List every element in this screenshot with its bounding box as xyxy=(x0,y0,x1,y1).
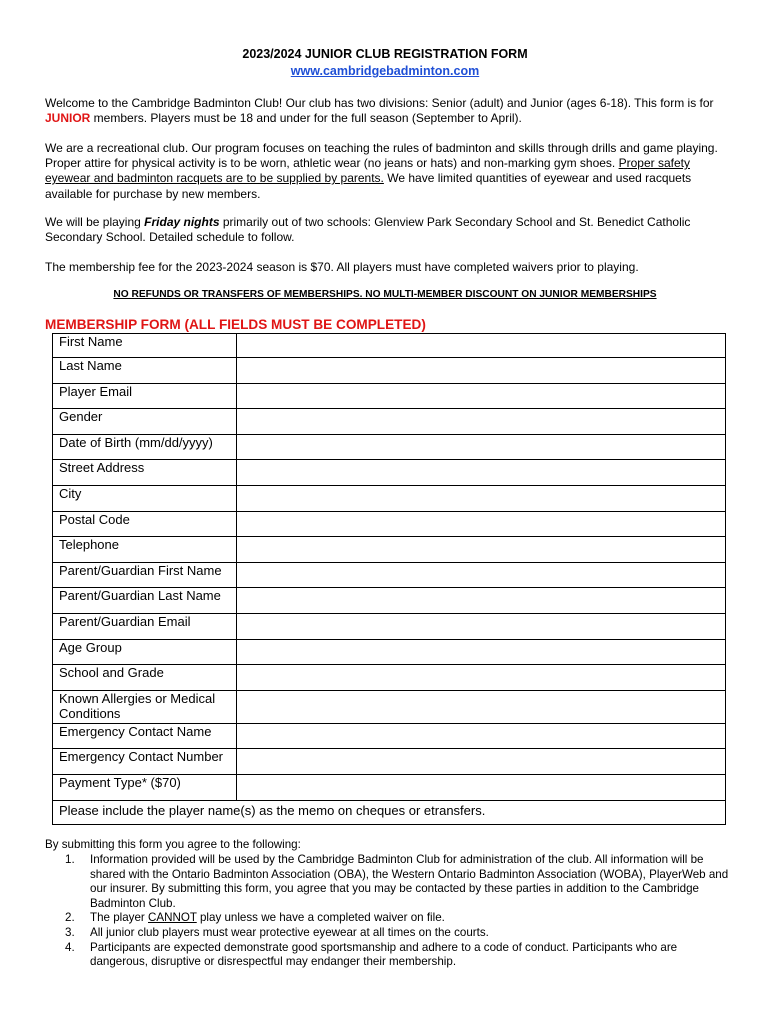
list-text: Participants are expected demonstrate good sportsmanship and adhere to a code of conduct. Participants who are dangerous, disruptive or disrespectful may endanger their membership. xyxy=(90,940,678,969)
list-item xyxy=(65,911,730,926)
field-label: Payment Type* ($70) xyxy=(53,774,237,800)
list-text: play unless we have a completed waiver on file. xyxy=(196,911,445,925)
friday-nights-emphasis: Friday nights xyxy=(144,215,220,229)
intro-paragraph-program xyxy=(45,141,729,202)
field-label: Telephone xyxy=(53,537,237,563)
payment-type-field[interactable] xyxy=(237,774,726,800)
parent-email-field[interactable] xyxy=(237,613,726,639)
list-text: Information provided will be used by the Cambridge Badminton Club for administration of the club. All information will be shared with the Ontario Badminton Association (OBA), the Western Ontario Badminton Association (WOBA), PlayerWeb and our insurer. By submitting this form, you agree that you may be contacted by these parties in addition to the Cambridge Badminton Club. xyxy=(90,853,729,910)
agreement-list xyxy=(65,853,730,970)
memo-note: Please include the player name(s) as the memo on cheques or etransfers. xyxy=(53,800,726,824)
form-row-gender xyxy=(53,409,726,435)
age-group-field[interactable] xyxy=(237,639,726,665)
agreement-intro: By submitting this form you agree to the following: xyxy=(45,838,301,851)
cannot-emphasis: CANNOT xyxy=(148,911,197,925)
intro-text: primarily out of two schools: Glenview Park Secondary School and St. Benedict Catholic Secondary School. Detailed schedule to follow. xyxy=(45,215,691,245)
form-row-player-email xyxy=(53,383,726,409)
field-label: Emergency Contact Number xyxy=(53,749,237,775)
field-label: Last Name xyxy=(53,358,237,384)
form-row-postal-code xyxy=(53,511,726,537)
form-row-memo-note xyxy=(53,800,726,824)
parent-last-name-field[interactable] xyxy=(237,588,726,614)
field-label: Street Address xyxy=(53,460,237,486)
field-label: Emergency Contact Name xyxy=(53,723,237,749)
form-row-parent-last-name xyxy=(53,588,726,614)
form-row-telephone xyxy=(53,537,726,563)
form-row-street-address xyxy=(53,460,726,486)
form-row-last-name xyxy=(53,358,726,384)
city-field[interactable] xyxy=(237,485,726,511)
intro-text: We will be playing xyxy=(45,215,145,229)
list-item xyxy=(65,941,730,970)
form-row-first-name xyxy=(53,334,726,358)
field-label: Age Group xyxy=(53,639,237,665)
form-row-school-grade xyxy=(53,665,726,691)
website-link[interactable]: www.cambridgebadminton.com xyxy=(290,64,480,78)
field-label: Postal Code xyxy=(53,511,237,537)
field-label: Parent/Guardian Email xyxy=(53,613,237,639)
school-grade-field[interactable] xyxy=(237,665,726,691)
form-row-age-group xyxy=(53,639,726,665)
list-item xyxy=(65,853,730,911)
form-row-allergies xyxy=(53,690,726,723)
membership-form-title: MEMBERSHIP FORM (ALL FIELDS MUST BE COMPLETED) xyxy=(45,317,426,332)
field-label: Date of Birth (mm/dd/yyyy) xyxy=(53,434,237,460)
membership-form-table xyxy=(52,333,726,825)
postal-code-field[interactable] xyxy=(237,511,726,537)
first-name-field[interactable] xyxy=(237,334,726,358)
intro-text: members. Players must be 18 and under for the full season (September to April). xyxy=(90,111,522,126)
intro-text: We have limited quantities of eyewear and used racquets available for purchase by new members. xyxy=(45,171,692,201)
list-text: The player xyxy=(90,911,148,925)
form-row-emergency-number xyxy=(53,749,726,775)
intro-paragraph-fee: The membership fee for the 2023-2024 season is $70. All players must have completed waivers prior to playing. xyxy=(45,260,639,274)
form-row-date-of-birth xyxy=(53,434,726,460)
intro-paragraph-divisions xyxy=(45,96,729,126)
field-label: Parent/Guardian First Name xyxy=(53,562,237,588)
player-email-field[interactable] xyxy=(237,383,726,409)
parent-first-name-field[interactable] xyxy=(237,562,726,588)
page-title: 2023/2024 JUNIOR CLUB REGISTRATION FORM xyxy=(242,47,528,61)
form-row-parent-email xyxy=(53,613,726,639)
field-label: Known Allergies or Medical Conditions xyxy=(53,690,237,723)
list-number: 1. xyxy=(65,853,75,866)
field-label: Parent/Guardian Last Name xyxy=(53,588,237,614)
list-number: 2. xyxy=(65,911,75,925)
field-label: City xyxy=(53,485,237,511)
field-label: Player Email xyxy=(53,383,237,409)
list-number: 4. xyxy=(65,940,75,954)
last-name-field[interactable] xyxy=(237,358,726,384)
street-address-field[interactable] xyxy=(237,460,726,486)
junior-highlight: JUNIOR xyxy=(45,111,91,126)
field-label: Gender xyxy=(53,409,237,435)
emergency-contact-number-field[interactable] xyxy=(237,749,726,775)
gender-field[interactable] xyxy=(237,409,726,435)
intro-text: Welcome to the Cambridge Badminton Club! Our club has two divisions: Senior (adult) and Junior (ages 6-18). This form is for xyxy=(45,96,714,110)
form-row-emergency-name xyxy=(53,723,726,749)
emergency-contact-name-field[interactable] xyxy=(237,723,726,749)
refund-notice: NO REFUNDS OR TRANSFERS OF MEMBERSHIPS. NO MULTI-MEMBER DISCOUNT ON JUNIOR MEMBERSHIPS xyxy=(113,289,657,300)
intro-text: We are a recreational club. Our program focuses on teaching the rules of badminton and skills through drills and game playing. Proper attire for physical activity is to be worn, athletic wear (no jeans or hats) and non-marking gym shoes. xyxy=(45,141,718,171)
intro-paragraph-schedule xyxy=(45,215,729,245)
safety-equipment-note: Proper safety eyewear and badminton racquets are to be supplied by parents. xyxy=(45,156,690,186)
allergies-field[interactable] xyxy=(237,690,726,723)
form-row-parent-first-name xyxy=(53,562,726,588)
list-item xyxy=(65,926,730,941)
form-row-payment-type xyxy=(53,774,726,800)
telephone-field[interactable] xyxy=(237,537,726,563)
list-text: All junior club players must wear protective eyewear at all times on the courts. xyxy=(90,925,489,939)
list-number: 3. xyxy=(65,925,75,939)
form-row-city xyxy=(53,485,726,511)
field-label: School and Grade xyxy=(53,665,237,691)
date-of-birth-field[interactable] xyxy=(237,434,726,460)
field-label: First Name xyxy=(53,334,237,358)
